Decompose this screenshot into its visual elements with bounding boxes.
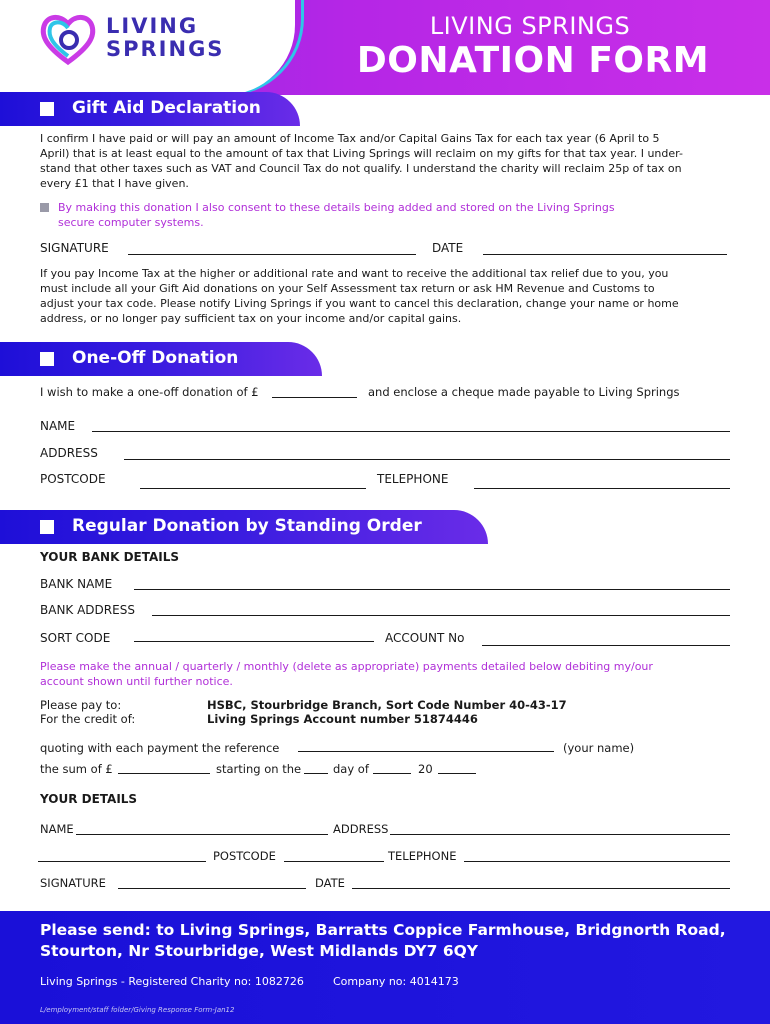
address-field[interactable] [124, 459, 730, 460]
section-rule [300, 342, 770, 344]
your-name-hint: (your name) [563, 741, 635, 755]
send-address-line: Please send: to Living Springs, Barratts Coppice Farmhouse, Bridgnorth Road, [40, 921, 726, 939]
send-address [40, 920, 740, 962]
signature-field[interactable] [128, 254, 416, 255]
details-address-field[interactable] [390, 834, 730, 835]
declaration-line: I confirm I have paid or will pay an amount of Income Tax and/or Capital Gains Tax for each tax year (6 April to 5 [40, 132, 660, 145]
logo-wordmark [106, 15, 224, 61]
square-icon [40, 102, 54, 116]
start-month-field[interactable] [373, 773, 411, 774]
page-header [0, 0, 770, 95]
section-heading-standing-order: Regular Donation by Standing Order [72, 516, 422, 536]
note-line: adjust your tax code. Please notify Living Springs if you want to cancel this declaration, change your name or home [40, 297, 679, 310]
company-number: Company no: 4014173 [333, 975, 459, 988]
page-title: DONATION FORM [356, 40, 710, 81]
details-name-label: NAME [40, 822, 74, 836]
signature-label: SIGNATURE [40, 241, 109, 255]
year-prefix-label: 20 [418, 762, 433, 776]
bank-details-heading: YOUR BANK DETAILS [40, 550, 180, 564]
account-no-field[interactable] [482, 645, 730, 646]
pay-to-label: Please pay to: [40, 698, 122, 712]
consent-line: secure computer systems. [58, 216, 204, 229]
section-bar-standing-order [0, 510, 488, 544]
reference-field[interactable] [298, 751, 554, 752]
details-name-field[interactable] [76, 834, 328, 835]
pay-to-value: HSBC, Stourbridge Branch, Sort Code Number 40-43-17 [207, 698, 567, 712]
account-no-label: ACCOUNT No [385, 631, 465, 645]
day-of-label: day of [333, 762, 369, 776]
instruction-line: account shown until further notice. [40, 675, 233, 688]
consent-text [58, 200, 615, 230]
section-heading-gift-aid: Gift Aid Declaration [72, 98, 261, 118]
name-field[interactable] [92, 431, 730, 432]
declaration-line: every £1 that I have given. [40, 177, 189, 190]
gift-aid-declaration-text [40, 131, 683, 191]
square-icon [40, 352, 54, 366]
note-line: address, or no longer pay sufficient tax on your income and/or capital gains. [40, 312, 462, 325]
details-telephone-label: TELEPHONE [388, 849, 457, 863]
instruction-line: Please make the annual / quarterly / monthly (delete as appropriate) payments detailed below debiting my/our [40, 660, 653, 673]
date-field[interactable] [483, 254, 727, 255]
postcode-label: POSTCODE [40, 472, 106, 486]
note-line: If you pay Income Tax at the higher or additional rate and want to receive the additional tax relief due to you, you [40, 267, 669, 280]
reference-label: quoting with each payment the reference [40, 741, 280, 755]
sum-label: the sum of £ [40, 762, 113, 776]
start-day-field[interactable] [304, 773, 328, 774]
postcode-field[interactable] [140, 488, 366, 489]
cheque-text: and enclose a cheque made payable to Living Springs [368, 385, 680, 399]
page-footer [0, 911, 770, 1024]
telephone-label: TELEPHONE [377, 472, 449, 486]
section-heading-one-off: One-Off Donation [72, 348, 239, 368]
details-telephone-field[interactable] [464, 861, 730, 862]
details-postcode-label: POSTCODE [213, 849, 276, 863]
send-address-line: Stourton, Nr Stourbridge, West Midlands DY7 6QY [40, 942, 479, 960]
square-icon [40, 520, 54, 534]
bank-address-field[interactable] [152, 615, 730, 616]
header-subtitle: LIVING SPRINGS [429, 12, 631, 40]
credit-of-value: Living Springs Account number 51874446 [207, 712, 478, 726]
declaration-line: stand that other taxes such as VAT and Council Tax do not qualify. I understand the charity will reclaim 25p of tax on [40, 162, 682, 175]
starting-on-label: starting on the [216, 762, 302, 776]
file-path: L/employment/staff folder/Giving Response Form-Jan12 [40, 1006, 235, 1014]
section-bar-gift-aid [0, 92, 300, 126]
logo-line-1: LIVING [106, 14, 199, 38]
higher-rate-note [40, 266, 679, 326]
details-date-field[interactable] [352, 888, 730, 889]
logo-panel [0, 0, 295, 95]
heart-logo-icon [38, 10, 98, 68]
sum-field[interactable] [118, 773, 210, 774]
details-address-line-2-field[interactable] [38, 861, 206, 862]
telephone-field[interactable] [474, 488, 730, 489]
bank-name-label: BANK NAME [40, 577, 113, 591]
bank-address-label: BANK ADDRESS [40, 603, 135, 617]
name-label: NAME [40, 419, 76, 433]
logo-line-2: SPRINGS [106, 37, 225, 61]
date-label: DATE [432, 241, 464, 255]
credit-of-label: For the credit of: [40, 712, 136, 726]
one-off-amount-field[interactable] [272, 397, 357, 398]
consent-bullet-icon [40, 203, 49, 212]
details-postcode-field[interactable] [284, 861, 384, 862]
details-address-label: ADDRESS [333, 822, 389, 836]
your-details-heading: YOUR DETAILS [40, 792, 138, 806]
address-label: ADDRESS [40, 446, 98, 460]
charity-number: Living Springs - Registered Charity no: 1082726 [40, 975, 304, 988]
note-line: must include all your Gift Aid donations on your Self Assessment tax return or ask HM Revenue and Customs to [40, 282, 655, 295]
start-year-field[interactable] [438, 773, 476, 774]
standing-order-instruction [40, 659, 653, 689]
details-signature-field[interactable] [118, 888, 306, 889]
consent-line: By making this donation I also consent to these details being added and stored on the Living Springs [58, 201, 615, 214]
details-date-label: DATE [315, 876, 345, 890]
bank-name-field[interactable] [134, 589, 730, 590]
sort-code-field[interactable] [134, 641, 374, 642]
declaration-line: April) that is at least equal to the amount of tax that Living Springs will reclaim on my gifts for that tax year. I under- [40, 147, 683, 160]
details-signature-label: SIGNATURE [40, 876, 106, 890]
sort-code-label: SORT CODE [40, 631, 111, 645]
one-off-amount-label: I wish to make a one-off donation of £ [40, 385, 259, 399]
section-bar-one-off [0, 342, 322, 376]
